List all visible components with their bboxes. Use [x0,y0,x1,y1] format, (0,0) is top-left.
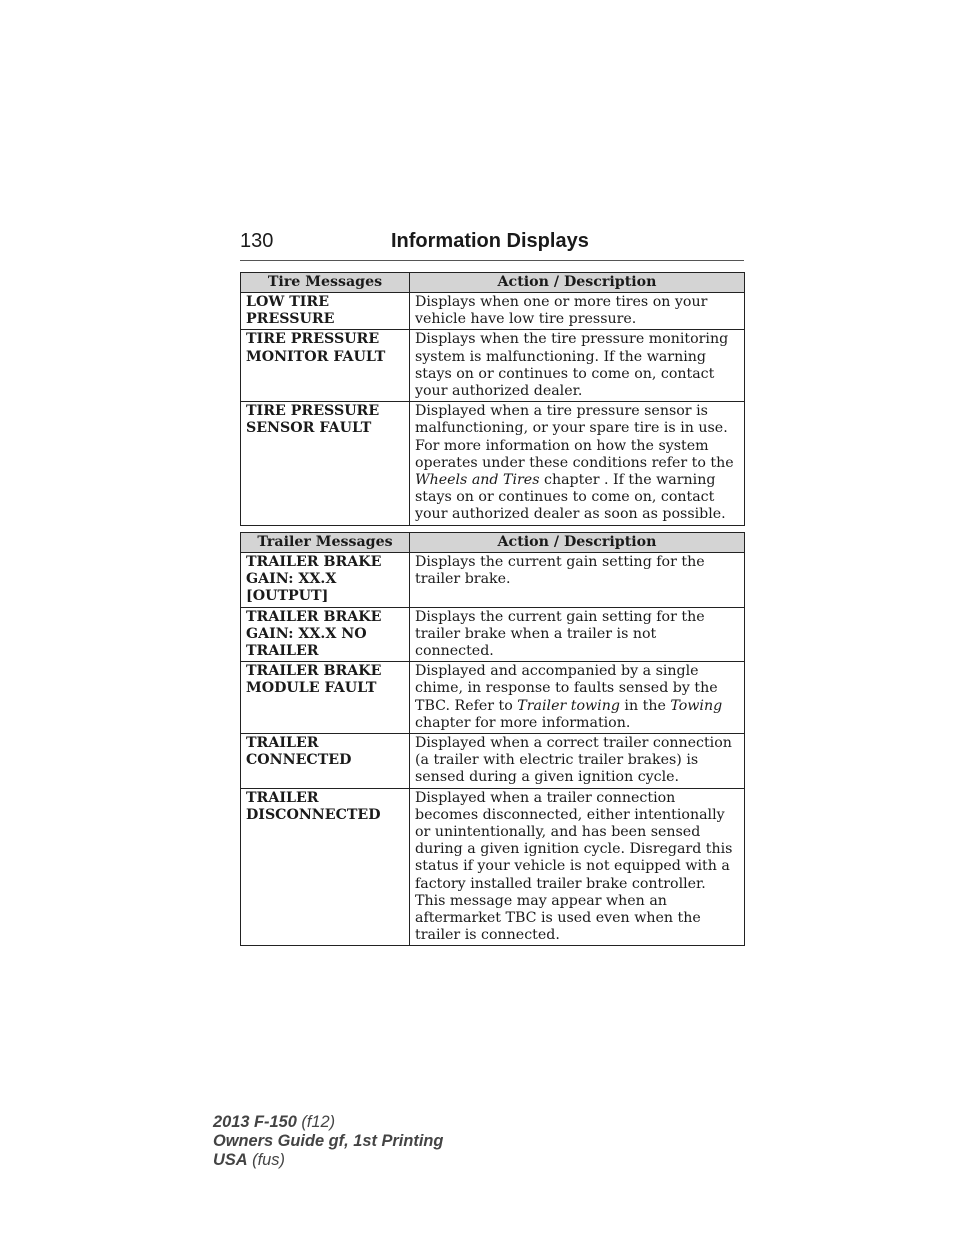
footer-region: USA [213,1151,248,1169]
column-header-action-description: Action / Description [410,533,745,553]
page-header [240,229,744,261]
chapter-reference: Towing [670,697,723,714]
footer-line-model [213,1113,443,1132]
footer-line-region [213,1151,443,1170]
page-number: 130 [240,230,274,252]
description-text: chapter for more information. [415,714,631,731]
chapter-reference: Wheels and Tires [415,472,540,489]
column-header-trailer-messages: Trailer Messages [241,533,410,553]
message-cell: TRAILER BRAKE MODULE FAULT [241,662,410,734]
table-row [241,330,745,402]
message-cell: TRAILER BRAKE GAIN: XX.X NO TRAILER [241,607,410,662]
footer-region-code: (fus) [252,1151,285,1169]
message-cell: TIRE PRESSURE SENSOR FAULT [241,402,410,525]
description-text: chapter . If the warning stays on or continues to come on, contact your authorized dealer as soon as possible. [415,472,726,523]
message-cell: LOW TIRE PRESSURE [241,293,410,330]
message-cell: TRAILER DISCONNECTED [241,788,410,946]
table-header-row [241,273,745,293]
description-cell [410,402,745,525]
description-cell [410,662,745,734]
page-footer [213,1113,443,1170]
tire-messages-table [240,272,745,526]
description-cell: Displayed when a trailer connection becomes disconnected, either intentionally or unintentionally, and has been sensed during a given ignition cycle. Disregard this status if your vehicle is not equipped with a factory installed trailer brake controller. This message may appear when an aftermarket TBC is used even when the trailer is connected. [410,788,745,946]
table-row [241,788,745,946]
description-text: in the [619,697,671,714]
footer-line-guide [213,1132,443,1151]
description-cell: Displays when one or more tires on your vehicle have low tire pressure. [410,293,745,330]
trailer-messages-table [240,532,745,946]
column-header-tire-messages: Tire Messages [241,273,410,293]
description-cell: Displayed when a correct trailer connection (a trailer with electric trailer brakes) is sensed during a given ignition cycle. [410,734,745,789]
description-cell: Displays when the tire pressure monitoring system is malfunctioning. If the warning stays on or continues to come on, contact your authorized dealer. [410,330,745,402]
message-cell: TRAILER BRAKE GAIN: XX.X [OUTPUT] [241,553,410,608]
footer-model: 2013 F-150 [213,1113,297,1131]
table-row [241,662,745,734]
table-row [241,607,745,662]
table-row [241,553,745,608]
section-title: Information Displays [391,230,589,252]
message-cell: TIRE PRESSURE MONITOR FAULT [241,330,410,402]
table-row [241,293,745,330]
description-text: Displayed when a tire pressure sensor is malfunctioning, or your spare tire is in use. For more information on how the system operates under these conditions refer to the [415,403,734,471]
table-header-row [241,533,745,553]
description-cell: Displays the current gain setting for the trailer brake when a trailer is not connected. [410,607,745,662]
footer-model-code: (f12) [301,1113,336,1131]
table-row [241,734,745,789]
description-text: Displayed and accompanied by a single chime, in response to faults sensed by the TBC. Refer to [415,663,718,714]
table-row [241,402,745,525]
section-reference: Trailer towing [517,697,620,714]
message-cell: TRAILER CONNECTED [241,734,410,789]
description-cell: Displays the current gain setting for the trailer brake. [410,553,745,608]
column-header-action-description: Action / Description [410,273,745,293]
footer-guide: Owners Guide gf, 1st Printing [213,1132,444,1150]
